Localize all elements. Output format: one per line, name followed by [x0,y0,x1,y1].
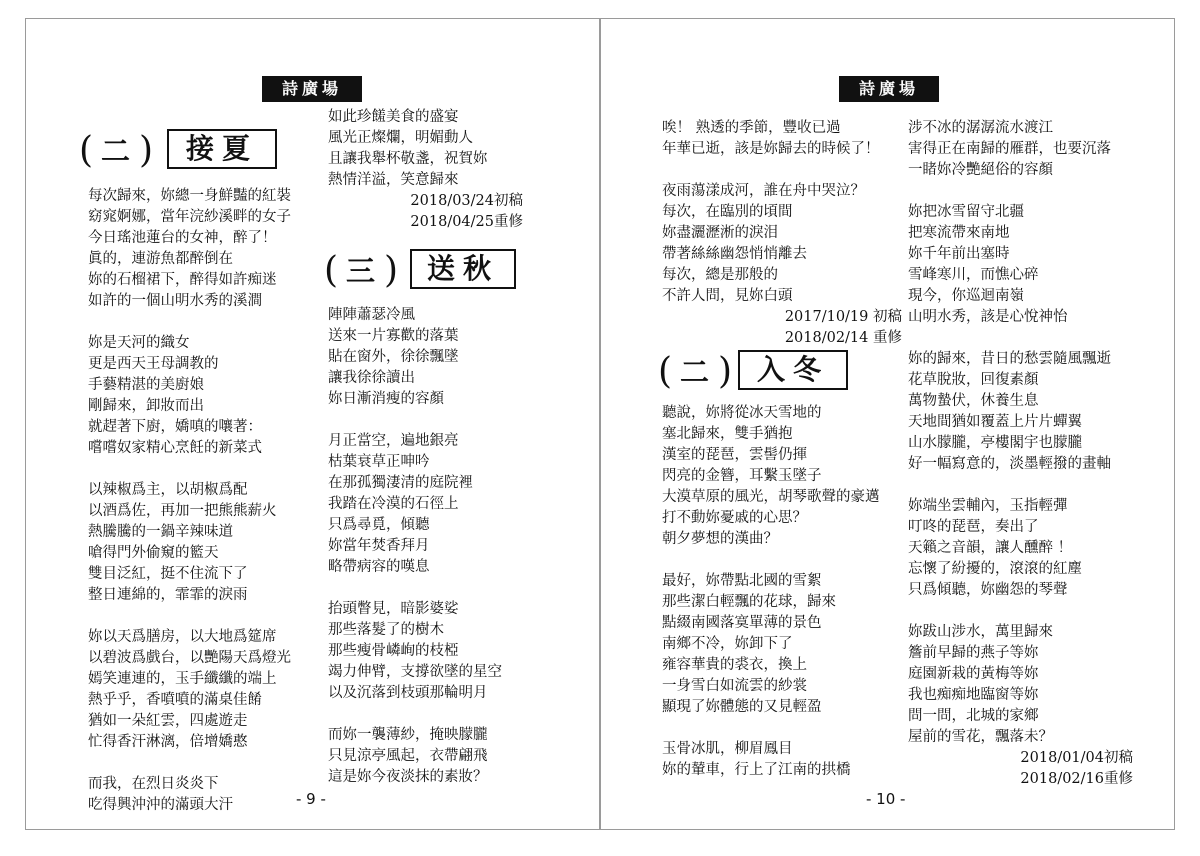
poem-line: 妳盡灑瀝淅的淚泪 [662,225,778,241]
poem-line: 閃亮的金簪，耳繫玉墜子 [662,468,822,484]
poem-line: 夜雨蕩漾成河，誰在舟中哭泣？ [662,183,865,199]
poem-line: 妳的輦車，行上了江南的拱橋 [662,762,851,778]
poem-line: 妳以天爲膳房，以大地爲筵席 [88,629,277,645]
poem-line: 庭園新栽的黃梅等妳 [908,666,1039,682]
poem-line: 忘懷了紛擾的，滾滾的紅塵 [908,561,1082,577]
poem-line: 害得正在南歸的雁群，也要沉落 [908,141,1111,157]
poem-line: 而我，在烈日炎炎下 [88,776,219,792]
poem-line: 一身雪白如流雲的紗裳 [662,678,807,694]
section-open-paren: ( [658,351,673,392]
section-title: 入冬 [738,350,848,390]
poem-line: 不許人問，見妳白頭 [662,288,793,304]
poem-line: 嗆得門外偷窺的籃天 [88,545,219,561]
poem-line: 雪峰寒川，而憔心碎 [908,267,1039,283]
stanza-gap [908,181,1133,202]
poem-column [662,118,902,349]
poem-line: 妳跋山涉水，萬里歸來 [908,624,1053,640]
poem-stanza [908,118,1133,748]
poem-line: 竭力伸臂，支撐欲墜的星空 [328,664,502,680]
poem-line: 就趕著下廚，嬌嗔的嚷著： [88,419,262,435]
poem-line: 天籟之音韻，讓人醺醉 ！ [908,540,1073,556]
poem-line: 妳把冰雪留守北疆 [908,204,1024,220]
poem-line: 聽說，妳將從冰天雪地的 [662,405,822,421]
poem-line: 今日瑤池蓮台的女神，醉了！ [88,230,277,246]
poem-stanza [328,107,523,191]
page-number: - 9 - [296,790,326,808]
poem-line: 抬頭瞥見，暗影婆娑 [328,601,459,617]
poem-line: 把寒流帶來南地 [908,225,1010,241]
stanza-gap [88,753,318,774]
poem-line: 在那孤獨淒清的庭院裡 [328,475,473,491]
section-close-paren: ) [384,250,399,291]
poem-line: 萬物蟄伏，休養生息 [908,393,1039,409]
poem-line: 帶著絲絲幽怨悄悄離去 [662,246,807,262]
poem-line: 吃得興沖沖的滿頭大汗 [88,797,233,813]
revision-date: 2018/04/25重修 [410,214,523,230]
stanza-gap [908,328,1133,349]
poem-line: 陣陣蕭瑟冷風 [328,307,415,323]
poem-line: 每次，總是那般的 [662,267,778,283]
poem-line: 每次歸來，妳總一身鮮豔的紅裝 [88,188,291,204]
poem-line: 每次，在臨別的頃間 [662,204,793,220]
section-heading-2 [79,129,294,173]
poem-line: 窈窕婀娜，當年浣紗溪畔的女子 [88,209,291,225]
poem-line: 我踏在冷漠的石徑上 [328,496,459,512]
poem-line: 嚐嚐奴家精心烹飪的新菜式 [88,440,262,456]
stanza-gap [908,475,1133,496]
poem-line: 涉不冰的潺潺流水渡江 [908,120,1053,136]
poem-line: 打不動妳憂戚的心思？ [662,510,807,526]
poem-line: 雍容華貴的裘衣，換上 [662,657,807,673]
poem-line: 問一問，北城的家鄉 [908,708,1039,724]
stanza-gap [88,459,318,480]
poem-line: 以碧波爲戲台，以艷陽天爲燈光 [88,650,291,666]
poem-line: 剛歸來，卸妝而出 [88,398,204,414]
poem-line: 月正當空，遍地銀亮 [328,433,459,449]
left-page [25,18,600,830]
poem-line: 嫣笑連連的，玉手纖纖的端上 [88,671,277,687]
stanza-gap [328,578,528,599]
poem-line: 眞的，連游魚都醉倒在 [88,251,233,267]
poem-line: 送來一片寡歡的落葉 [328,328,459,344]
section-open-paren: ( [324,250,339,291]
poem-line: 年華已逝，該是妳歸去的時候了！ [662,141,880,157]
poem-line: 這是妳今夜淡抹的素妝？ [328,769,488,785]
poem-line: 讓我徐徐讀出 [328,370,415,386]
section-heading-3 [324,249,524,293]
poem-line: 山明水秀，該是心悅神怡 [908,309,1068,325]
poem-line: 最好，妳帶點北國的雪絮 [662,573,822,589]
poem-line: 漢室的琵琶，雲髻仍揮 [662,447,807,463]
right-page [600,18,1175,830]
poem-line: 那些落髮了的樹木 [328,622,444,638]
poem-line: 以辣椒爲主，以胡椒爲配 [88,482,248,498]
poem-column [88,186,318,816]
revision-date: 2018/02/16重修 [1020,771,1133,787]
poem-line: 朝夕夢想的漢曲？ [662,531,778,547]
page-number: - 10 - [866,790,906,808]
poem-line: 更是西天王母調教的 [88,356,219,372]
section-close-paren: ) [139,130,154,171]
poem-line: 貼在窗外，徐徐飄墜 [328,349,459,365]
poem-line: 叮咚的琵琶，奏出了 [908,519,1039,535]
poem-line: 現今，你巡迴南嶺 [908,288,1024,304]
page-header: 詩廣場 [262,76,362,102]
poem-line: 屋前的雪花，飄落未？ [908,729,1053,745]
poem-line: 顯現了妳體態的又見輕盈 [662,699,822,715]
revision-date: 2018/02/14 重修 [784,330,902,346]
section-heading-2 [658,350,858,394]
poem-line: 妳當年焚香拜月 [328,538,430,554]
stanza-gap [328,410,528,431]
poem-column [328,107,523,233]
poem-line: 風光正燦爛，明媚動人 [328,130,473,146]
poem-line: 南鄉不冷，妳卸下了 [662,636,793,652]
poem-line: 忙得香汗淋漓，倍增嬌憨 [88,734,248,750]
poem-line: 猶如一朵紅雲，四處遊走 [88,713,248,729]
poem-line: 整日連綿的，霏霏的淚雨 [88,587,248,603]
poem-line: 妳的歸來，昔日的愁雲隨風飄逝 [908,351,1111,367]
poem-line: 只見涼亭風起，衣帶翩飛 [328,748,488,764]
poem-line: 熱乎乎，香噴噴的滿桌佳餚 [88,692,262,708]
section-number: 二 [680,355,710,389]
section-title: 送秋 [410,249,516,289]
poem-line: 略帶病容的嘆息 [328,559,430,575]
stanza-gap [88,312,318,333]
poem-line: 妳端坐雲輔內，玉指輕彈 [908,498,1068,514]
poem-line: 妳千年前出塞時 [908,246,1010,262]
stanza-gap [908,601,1133,622]
stanza-gap [662,160,902,181]
draft-date: 2018/01/04初稿 [1020,750,1133,766]
poem-line: 唉！ 熟透的季節，豐收已過 [662,120,841,136]
poem-line: 山水朦朧，亭樓閣宇也朦朧 [908,435,1082,451]
poem-line: 妳的石榴裙下，醉得如許痴迷 [88,272,277,288]
poem-line: 簷前早歸的燕子等妳 [908,645,1039,661]
poem-line: 枯葉衰草正呻吟 [328,454,430,470]
poem-line: 點綴南國落寞單薄的景色 [662,615,822,631]
section-number: 三 [346,254,376,288]
poem-line: 且讓我舉杯敬盞，祝賀妳 [328,151,488,167]
section-title: 接夏 [167,129,277,169]
poem-line: 妳是天河的織女 [88,335,190,351]
poem-line: 一睹妳冷艷絕俗的容顏 [908,162,1053,178]
poem-column [328,305,528,788]
poem-line: 手藝精湛的美廚娘 [88,377,204,393]
poem-column [662,403,902,781]
poem-line: 那些潔白輕飄的花球，歸來 [662,594,836,610]
poem-line: 大漠草原的風光，胡琴歌聲的豪邁 [662,489,880,505]
draft-date: 2017/10/19 初稿 [784,309,902,325]
poem-line: 如此珍饈美食的盛宴 [328,109,459,125]
poem-line: 花草脫妝，回復素顏 [908,372,1039,388]
section-number: 二 [101,134,131,168]
poem-line: 雙目泛紅，挺不住流下了 [88,566,248,582]
poem-line: 玉骨冰肌，柳眉鳳目 [662,741,793,757]
poem-line: 而妳一襲薄紗，掩映朦朧 [328,727,488,743]
section-close-paren: ) [718,351,733,392]
section-open-paren: ( [79,130,94,171]
poem-line: 以及沉落到枝頭那輪明月 [328,685,488,701]
poem-line: 如許的一個山明水秀的溪澗 [88,293,262,309]
stanza-gap [88,606,318,627]
poem-line: 那些瘦骨嶙峋的枝椏 [328,643,459,659]
poem-line: 以酒爲佐，再加一把熊熊薪火 [88,503,277,519]
stanza-gap [328,704,528,725]
poem-line: 好一幅寫意的，淡墨輕撥的畫軸 [908,456,1111,472]
poem-line: 妳日漸消瘦的容顏 [328,391,444,407]
poem-column [908,118,1133,790]
stanza-gap [662,550,902,571]
poem-line: 熱騰騰的一鍋辛辣味道 [88,524,233,540]
poem-line: 我也痴痴地臨窗等妳 [908,687,1039,703]
poem-line: 天地間猶如覆蓋上片片蟬翼 [908,414,1082,430]
page-header: 詩廣場 [839,76,939,102]
poem-line: 只爲傾聽，妳幽怨的琴聲 [908,582,1068,598]
poem-line: 塞北歸來，雙手猶抱 [662,426,793,442]
draft-date: 2018/03/24初稿 [410,193,523,209]
stanza-gap [662,718,902,739]
poem-line: 只爲尋覓，傾聽 [328,517,430,533]
poem-line: 熱情洋溢，笑意歸來 [328,172,459,188]
poem-stanza [662,118,902,307]
